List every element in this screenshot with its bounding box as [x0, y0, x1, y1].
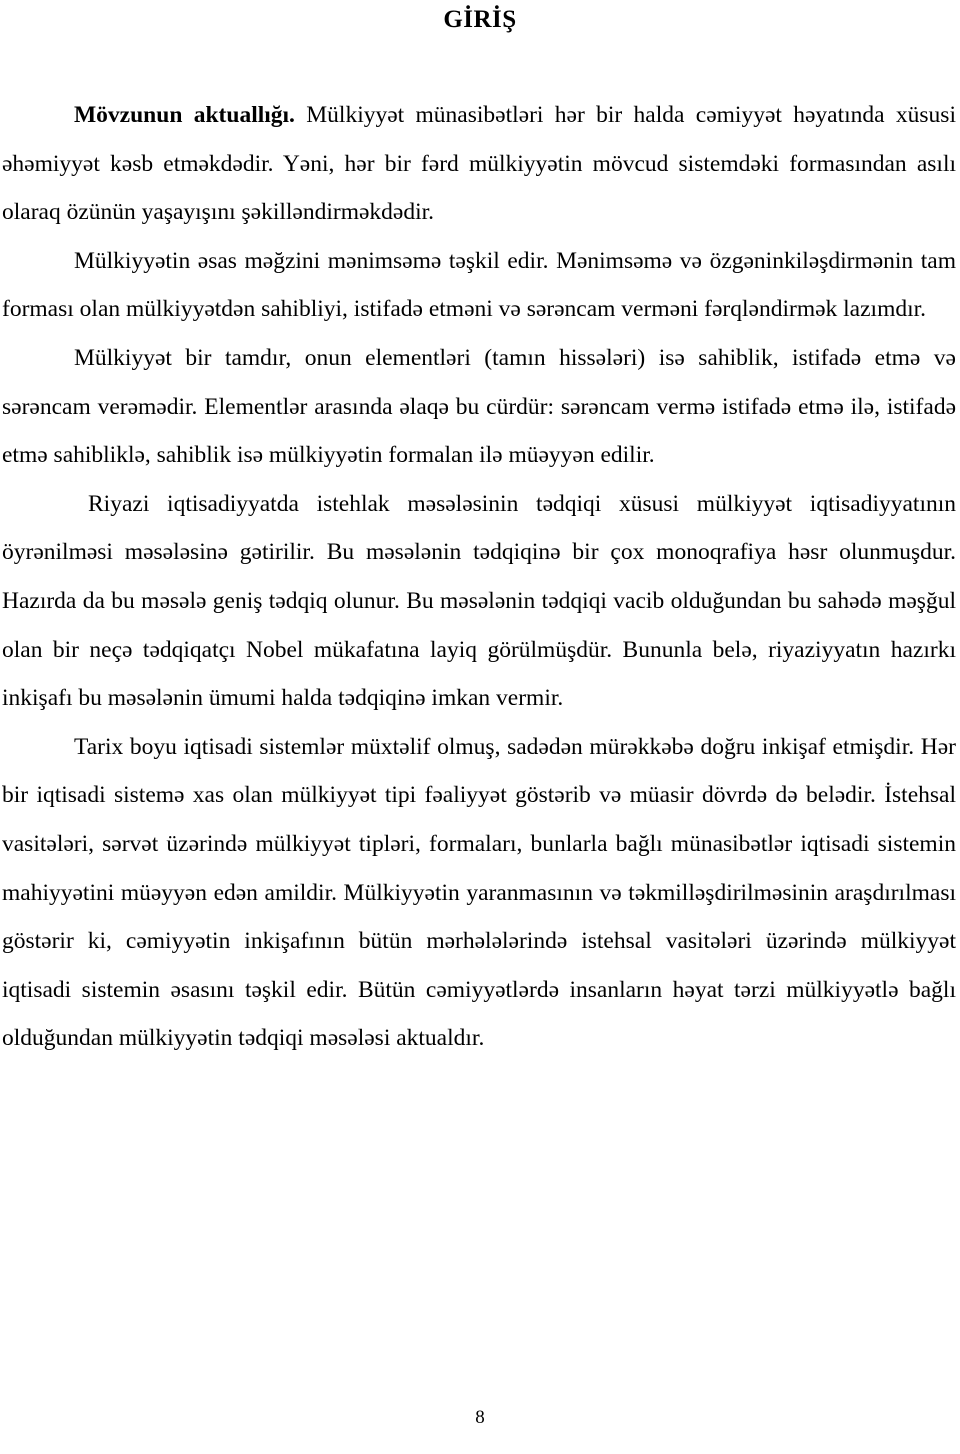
section-lead-heading: Mövzunun aktuallığı.	[74, 102, 295, 128]
document-body	[2, 91, 956, 1063]
paragraph-economic-systems	[2, 723, 956, 1063]
paragraph-appropriation	[2, 237, 956, 334]
paragraph-text: Tarix boyu iqtisadi sistemlər müxtəlif olmuş, sadədən mürəkkəbə doğru inkişaf etmişdir. Hər bir iqtisadi sistemə xas olan mülkiyyət tipi fəaliyyət göstərib və müasir dövrdə də belədir. İstehsal vasitələri, sərvət üzərində mülkiyyət tipləri, formaları, bunlarla bağlı münasibətlər iqtisadi sistemin mahiyyətini müəyyən edən amildir. Mülkiyyətin yaranmasının və təkmilləşdirilməsinin araşdırılması göstərir ki, cəmiyyətin inkişafının bütün mərhələlərində istehsal vasitələri üzərində mülkiyyət iqtisadi sistemin əsasını təşkil edir. Bütün cəmiyyətlərdə insanların həyat tərzi mülkiyyətlə bağlı olduğundan mülkiyyətin tədqiqi məsələsi aktualdır.	[2, 733, 956, 1052]
paragraph-relevance	[2, 91, 956, 237]
paragraph-text: Mülkiyyətin əsas məğzini mənimsəmə təşkil edir. Mənimsəmə və özgəninkiləşdirmənin tam forması olan mülkiyyətdən sahibliyi, istifadə etməni və sərəncam verməni fərqləndirmək lazımdır.	[2, 247, 956, 323]
page-title: GİRİŞ	[443, 6, 517, 33]
paragraph-mathematical-economics	[2, 480, 956, 723]
page-number: 8	[475, 1407, 485, 1428]
paragraph-text: Mülkiyyət bir tamdır, onun elementləri (tamın hissələri) isə sahiblik, istifadə etmə və sərəncam verəmədir. Elementlər arasında əlaqə bu cürdür: sərəncam vermə istifadə etmə ilə, istifadə etmə sahibliklə, sahiblik isə mülkiyyətin formalan ilə müəyyən edilir.	[2, 344, 956, 469]
paragraph-text: Mülkiyyət münasibətləri hər bir halda cəmiyyət həyatında xüsusi əhəmiyyət kəsb etməkdədir. Yəni, hər bir fərd mülkiyyətin mövcud sistemdəki formasından asılı olaraq özünün yaşayışını şəkilləndirməkdədir.	[2, 102, 956, 226]
paragraph-text: Riyazi iqtisadiyyatda istehlak məsələsinin tədqiqi xüsusi mülkiyyət iqtisadiyyatının öyrənilməsi məsələsinə gətirilir. Bu məsələnin tədqiqinə bir çox monoqrafiya həsr olunmuşdur. Hazırda da bu məsələ geniş tədqiq olunur. Bu məsələnin tədqiqi vacib olduğundan bu sahədə məşğul olan bir neçə tədqiqatçı Nobel mükafatına layiq görülmüşdür. Bununla belə, riyaziyyatın hazırkı inkişafı bu məsələnin ümumi halda tədqiqinə imkan vermir.	[2, 490, 956, 712]
paragraph-property-elements	[2, 334, 956, 480]
